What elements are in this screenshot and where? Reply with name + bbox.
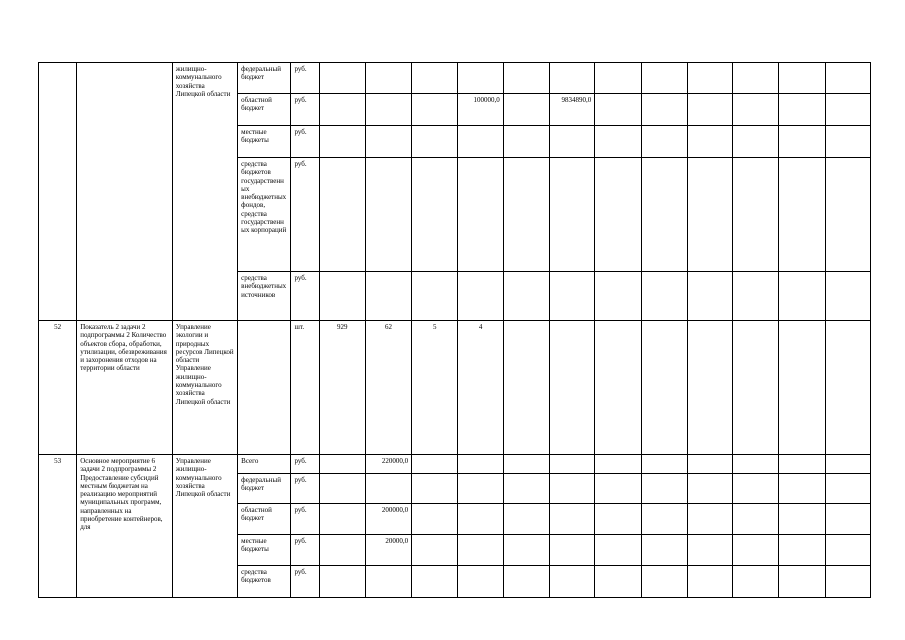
cell-unit: руб. bbox=[291, 504, 319, 535]
cell-unit: руб. bbox=[291, 455, 319, 474]
cell-value: 9834890,0 bbox=[549, 94, 594, 126]
cell-name: Показатель 2 задачи 2 подпрограммы 2 Количество объектов сбора, обработки, утилизации, обезвреживания и захоронения отходов на территории области bbox=[77, 321, 173, 455]
cell-number: 53 bbox=[39, 455, 77, 598]
cell-unit: руб. bbox=[291, 566, 319, 598]
cell-value: 220000,0 bbox=[365, 455, 411, 474]
cell-unit: руб. bbox=[291, 94, 319, 126]
cell-value: 929 bbox=[319, 321, 365, 455]
cell-source: средства внебюджетных источников bbox=[238, 272, 291, 321]
cell-source: федеральный бюджет bbox=[238, 63, 291, 94]
cell-number bbox=[39, 63, 77, 321]
cell-name: Основное мероприятие 6 задачи 2 подпрограммы 2 Предоставление субсидий местным бюджетам на реализацию мероприятий муниципальных программ, направленных на приобретение контейнеров, для bbox=[77, 455, 173, 598]
budget-table bbox=[38, 62, 871, 598]
cell-value: 200000,0 bbox=[365, 504, 411, 535]
cell-unit: руб. bbox=[291, 158, 319, 272]
cell-value: 20000,0 bbox=[365, 535, 411, 566]
cell-name bbox=[77, 63, 173, 321]
cell-value: 100000,0 bbox=[458, 94, 503, 126]
cell-source: средства бюджетов государственных внебюджетных фондов, средства государственных корпораций bbox=[238, 158, 291, 272]
cell-unit: руб. bbox=[291, 535, 319, 566]
cell-source: областной бюджет bbox=[238, 504, 291, 535]
cell-source: областной бюджет bbox=[238, 94, 291, 126]
cell-source: Всего bbox=[238, 455, 291, 474]
cell-value: 62 bbox=[365, 321, 411, 455]
cell-responsible: жилищно-коммунального хозяйства Липецкой области bbox=[172, 63, 237, 321]
cell-number: 52 bbox=[39, 321, 77, 455]
cell-source: федеральный бюджет bbox=[238, 474, 291, 504]
cell-unit: руб. bbox=[291, 272, 319, 321]
cell-value: 5 bbox=[412, 321, 458, 455]
cell-source: местные бюджеты bbox=[238, 535, 291, 566]
cell-value: 4 bbox=[458, 321, 503, 455]
cell-source: средства бюджетов bbox=[238, 566, 291, 598]
cell-source bbox=[238, 321, 291, 455]
cell-unit: руб. bbox=[291, 63, 319, 94]
table-row bbox=[39, 455, 871, 474]
table-row bbox=[39, 321, 871, 455]
cell-responsible: Управление экологии и природных ресурсов Липецкой области Управление жилищно-коммунального хозяйства Липецкой области bbox=[172, 321, 237, 455]
cell-unit: руб. bbox=[291, 474, 319, 504]
cell-unit: руб. bbox=[291, 126, 319, 158]
cell-unit: шт. bbox=[291, 321, 319, 455]
cell-responsible: Управление жилищно-коммунального хозяйства Липецкой области bbox=[172, 455, 237, 598]
table-row bbox=[39, 63, 871, 94]
cell-source: местные бюджеты bbox=[238, 126, 291, 158]
